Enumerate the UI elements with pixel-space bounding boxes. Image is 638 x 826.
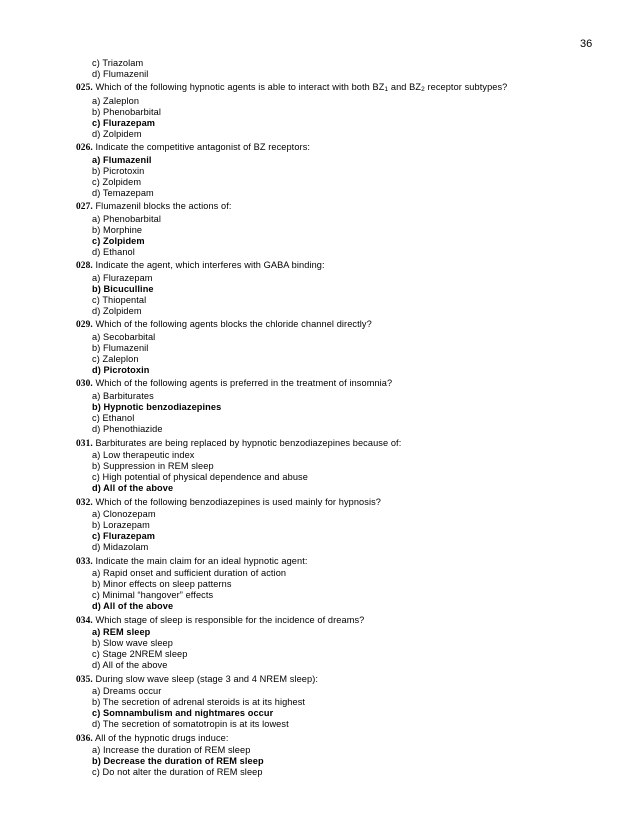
- options-list: [76, 273, 616, 318]
- question-text: receptor subtypes?: [424, 82, 508, 93]
- options-list: [76, 568, 616, 613]
- question-number: 032.: [76, 497, 93, 508]
- correct-answer-option: b) Decrease the duration of REM sleep: [92, 755, 264, 766]
- answer-option: d) All of the above: [92, 660, 168, 671]
- question-number: 036.: [76, 733, 93, 744]
- options-list: [76, 214, 616, 259]
- question-text: and BZ: [388, 82, 422, 93]
- correct-answer-option: c) Somnambulism and nightmares occur: [92, 708, 274, 719]
- question-block: [76, 615, 616, 672]
- options-list: [76, 391, 616, 436]
- answer-option: d) Ethanol: [92, 247, 135, 258]
- correct-answer-option: d) All of the above: [92, 601, 174, 612]
- answer-option: d) Phenothiazide: [92, 424, 163, 435]
- options-list: [76, 745, 616, 779]
- answer-option: c) Stage 2NREM sleep: [92, 649, 188, 660]
- question-text: All of the hypnotic drugs induce:: [94, 732, 229, 743]
- answer-option: a) Low therapeutic index: [92, 449, 195, 460]
- answer-option: c) Triazolam: [92, 58, 144, 68]
- options-list: [76, 96, 616, 141]
- question-stem: [76, 438, 616, 450]
- correct-answer-option: a) Flumazenil: [92, 154, 152, 165]
- question-block: [76, 82, 616, 140]
- question-block: [76, 260, 616, 317]
- question-text: Which of the following hypnotic agents is able to interact with both BZ: [95, 82, 385, 93]
- question-number: 029.: [76, 320, 93, 331]
- page-number: 36: [580, 38, 593, 50]
- answer-option: c) Thiopental: [92, 295, 147, 306]
- question-number: 030.: [76, 379, 93, 390]
- answer-option: a) Flurazepam: [92, 272, 153, 283]
- question-stem: [76, 556, 616, 568]
- answer-option: c) High potential of physical dependence and abuse: [92, 472, 308, 483]
- question-list: [76, 58, 616, 778]
- answer-option: c) Ethanol: [92, 413, 135, 424]
- question-stem: [76, 260, 616, 272]
- options-list: [76, 627, 616, 672]
- question-stem: [76, 674, 616, 686]
- question-number: 026.: [76, 143, 93, 154]
- question-number: 027.: [76, 202, 93, 213]
- question-text: Indicate the competitive antagonist of BZ receptors:: [95, 142, 311, 153]
- question-block: [76, 201, 616, 258]
- question-block: [76, 319, 616, 376]
- question-block: [76, 556, 616, 613]
- answer-option: c) Minimal “hangover” effects: [92, 590, 214, 601]
- subscript: 1: [384, 86, 389, 94]
- question-number: 034.: [76, 615, 93, 626]
- correct-answer-option: b) Hypnotic benzodiazepines: [92, 401, 222, 412]
- question-block: [76, 497, 616, 554]
- answer-option: d) Midazolam: [92, 542, 149, 553]
- question-text: Which of the following benzodiazepines is used mainly for hypnosis?: [95, 496, 382, 507]
- question-number: 035.: [76, 674, 93, 685]
- question-number: 033.: [76, 556, 93, 567]
- question-stem: [76, 378, 616, 390]
- question-block: [76, 438, 616, 495]
- answer-option: d) Zolpidem: [92, 129, 142, 140]
- question-stem: [76, 497, 616, 509]
- correct-answer-option: b) Bicuculline: [92, 283, 154, 294]
- question-block: [76, 733, 616, 779]
- options-list: [76, 450, 616, 495]
- question-text: Flumazenil blocks the actions of:: [95, 201, 232, 212]
- answer-option: b) The secretion of adrenal steroids is at its highest: [92, 696, 306, 707]
- question-number: 031.: [76, 438, 93, 449]
- question-text: Which of the following agents blocks the chloride channel directly?: [95, 319, 372, 330]
- question-stem: [76, 319, 616, 331]
- answer-option: b) Minor effects on sleep patterns: [92, 578, 232, 589]
- answer-option: a) Increase the duration of REM sleep: [92, 744, 251, 755]
- question-block: [76, 674, 616, 731]
- question-text: Which stage of sleep is responsible for the incidence of dreams?: [95, 614, 365, 625]
- question-block: [76, 378, 616, 435]
- correct-answer-option: c) Flurazepam: [92, 118, 156, 129]
- answer-option: c) Zaleplon: [92, 354, 139, 365]
- answer-option: b) Slow wave sleep: [92, 637, 173, 648]
- answer-option: b) Picrotoxin: [92, 165, 145, 176]
- options-list: [76, 686, 616, 731]
- answer-option: d) Flumazenil: [92, 69, 149, 80]
- question-block: [76, 142, 616, 199]
- answer-option: b) Suppression in REM sleep: [92, 460, 214, 471]
- subscript: 2: [421, 86, 425, 94]
- answer-option: d) Temazepam: [92, 188, 154, 199]
- question-text: Indicate the main claim for an ideal hypnotic agent:: [95, 555, 308, 566]
- question-text: Indicate the agent, which interferes with GABA binding:: [95, 260, 325, 271]
- options-list: [76, 155, 616, 200]
- question-stem: [76, 82, 616, 95]
- options-list: [76, 509, 616, 554]
- question-number: 025.: [76, 83, 93, 94]
- answer-option: a) Dreams occur: [92, 685, 162, 696]
- answer-option: a) Secobarbital: [92, 331, 156, 342]
- answer-option: d) Zolpidem: [92, 306, 142, 317]
- answer-option: a) Clonozepam: [92, 508, 156, 519]
- continued-options: [76, 58, 616, 80]
- question-stem: [76, 615, 616, 627]
- question-text: Barbiturates are being replaced by hypnotic benzodiazepines because of:: [95, 437, 402, 448]
- correct-answer-option: c) Zolpidem: [92, 236, 145, 247]
- question-stem: [76, 733, 616, 745]
- options-list: [76, 332, 616, 377]
- answer-option: c) Do not alter the duration of REM sleep: [92, 767, 263, 778]
- answer-option: b) Morphine: [92, 224, 143, 235]
- questions-container: [76, 82, 616, 778]
- answer-option: d) The secretion of somatotropin is at its lowest: [92, 719, 289, 730]
- answer-option: a) Rapid onset and sufficient duration of action: [92, 567, 287, 578]
- correct-answer-option: a) REM sleep: [92, 626, 151, 637]
- answer-option: b) Lorazepam: [92, 519, 150, 530]
- answer-option: a) Barbiturates: [92, 390, 154, 401]
- question-stem: [76, 142, 616, 154]
- answer-option: a) Phenobarbital: [92, 213, 162, 224]
- correct-answer-option: c) Flurazepam: [92, 531, 156, 542]
- question-stem: [76, 201, 616, 213]
- correct-answer-option: d) Picrotoxin: [92, 365, 150, 376]
- answer-option: c) Zolpidem: [92, 177, 142, 188]
- question-text: Which of the following agents is preferred in the treatment of insomnia?: [95, 378, 393, 389]
- answer-option: b) Phenobarbital: [92, 106, 162, 117]
- question-number: 028.: [76, 261, 93, 272]
- correct-answer-option: d) All of the above: [92, 483, 174, 494]
- answer-option: b) Flumazenil: [92, 342, 149, 353]
- answer-option: a) Zaleplon: [92, 95, 140, 106]
- question-text: During slow wave sleep (stage 3 and 4 NREM sleep):: [95, 673, 319, 684]
